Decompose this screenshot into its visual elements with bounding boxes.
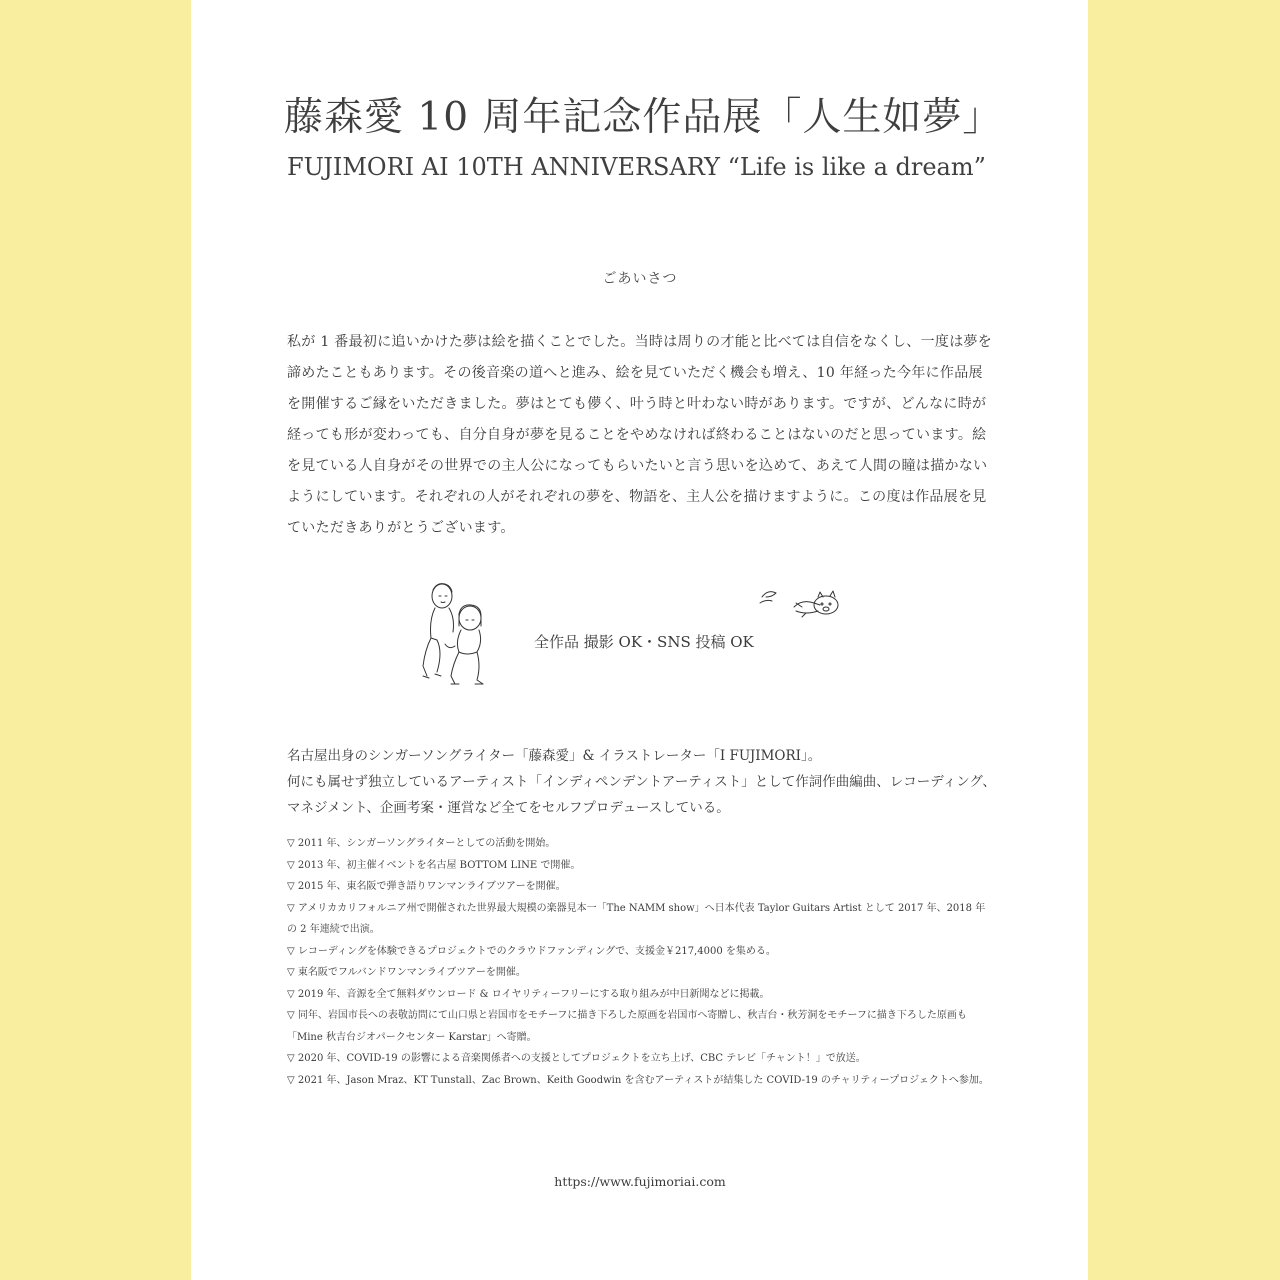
greeting-heading: ごあいさつ xyxy=(602,271,678,287)
history-item: ▽ 東名阪でフルバンドワンマンライブツアーを開催。 xyxy=(287,967,526,978)
profile-line: マネジメント、企画考案・運営など全てをセルフプロデュースしている。 xyxy=(287,800,730,816)
history-item: ▽ 2020 年、COVID-19 の影響による音楽関係者への支援としてプロジェクトを立ち上げ、CBC テレビ「チャント！」で放送。 xyxy=(287,1053,866,1064)
artist-profile xyxy=(287,743,996,821)
history-item: ▽ 2019 年、音源を全て無料ダウンロード & ロイヤリティーフリーにする取り組みが中日新聞などに掲載。 xyxy=(287,988,770,1000)
history-item: ▽ アメリカカリフォルニア州で開催された世界最大規模の楽器見本一「The NAMM show」へ日本代表 Taylor Guitars Artist として 2017 年、2018 年の 2 年連続で出演。 xyxy=(287,902,986,935)
running-pig-illustration xyxy=(758,583,844,619)
exhibition-title: 藤森愛 10 周年記念作品展「人生如夢」 xyxy=(284,95,1003,140)
greeting-body: 私が 1 番最初に追いかけた夢は絵を描くことでした。当時は周りの才能と比べては自信をなくし、一度は夢を諦めたこともあります。その後音楽の道へと進み、絵を見ていただく機会も増え、10 年経った今年に作品展を開催するご縁をいただきました。夢はとても儚く、叶う時と叶わない時があります。ですが、どんなに時が経っても形が変わっても、自分自身が夢を見ることをやめなければ終わることはないのだと思っています。絵を見ている人自身がその世界での主人公になってもらいたいと言う思いを込めて、あえて人間の瞳は描かないようにしています。それぞれの人がそれぞれの夢を、物語を、主人公を描けますように。この度は作品展を見ていただきありがとうございます。 xyxy=(287,334,993,536)
career-history-list xyxy=(287,833,993,1091)
website-link[interactable]: https://www.fujimoriai.com xyxy=(554,1174,726,1189)
history-item: ▽ 同年、岩国市長への表敬訪問にて山口県と岩国市をモチーフに描き下ろした原画を岩国市へ寄贈し、秋吉台・秋芳洞をモチーフに描き下ろした原画も「Mine 秋吉台ジオパークセンター Karstar」へ寄贈。 xyxy=(287,1010,967,1043)
history-item: ▽ 2013 年、初主催イベントを名古屋 BOTTOM LINE で開催。 xyxy=(287,859,581,871)
couple-illustration xyxy=(415,580,495,690)
history-item: ▽ 2011 年、シンガーソングライターとしての活動を開始。 xyxy=(287,838,556,849)
photo-permission-notice: 全作品 撮影 OK・SNS 投稿 OK xyxy=(534,633,754,651)
profile-line: 名古屋出身のシンガーソングライター「藤森愛」& イラストレーター「I FUJIMORI」。 xyxy=(287,748,822,764)
history-item: ▽ 2021 年、Jason Mraz、KT Tunstall、Zac Brown、Keith Goodwin を含むアーティストが結集した COVID-19 のチャリティープロジェクトへ参加。 xyxy=(287,1074,989,1086)
profile-line: 何にも属せず独立しているアーティスト「インディペンデントアーティスト」として作詞作曲編曲、レコーディング、 xyxy=(287,774,996,790)
history-item: ▽ 2015 年、東名阪で弾き語りワンマンライブツアーを開催。 xyxy=(287,881,566,892)
exhibition-subtitle: FUJIMORI AI 10TH ANNIVERSARY “Life is like a dream” xyxy=(287,153,986,181)
history-item: ▽ レコーディングを体験できるプロジェクトでのクラウドファンディングで、支援金￥217,4000 を集める。 xyxy=(287,945,776,957)
